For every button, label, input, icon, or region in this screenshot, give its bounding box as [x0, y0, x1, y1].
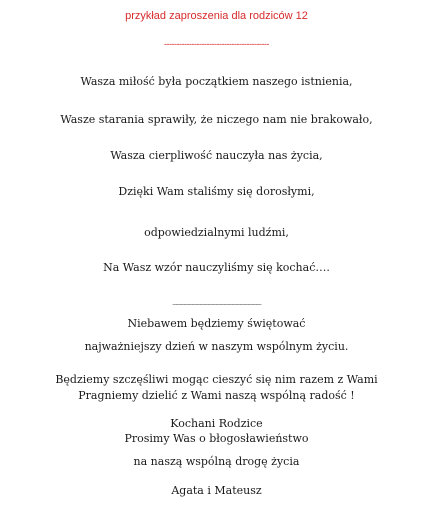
invitation-line: Pragniemy dzielić z Wami naszą wspólną radość ! — [78, 389, 355, 402]
separator-line: ______________________ — [172, 294, 261, 305]
invitation-line: Kochani Rodzice — [170, 417, 263, 430]
poem-line: Dzięki Wam staliśmy się dorosłymi, — [118, 185, 315, 198]
poem-line: Na Wasz wzór nauczyliśmy się kochać…. — [103, 261, 330, 274]
invitation-line: Prosimy Was o błogosławieństwo — [124, 432, 309, 445]
invitation-line: Niebawem będziemy świętować — [127, 317, 306, 330]
invitation-line: najważniejszy dzień w naszym wspólnym życiu. — [84, 340, 349, 353]
poem-line: Wasza cierpliwość nauczyła nas życia, — [110, 149, 323, 162]
poem-line: Wasza miłość była początkiem naszego istnienia, — [80, 75, 353, 88]
poem-line: Wasze starania sprawiły, że niczego nam nie brakowało, — [60, 113, 373, 126]
signature: Agata i Mateusz — [171, 484, 262, 497]
invitation-line: na naszą wspólną drogę życia — [133, 455, 300, 468]
invitation-line: Będziemy szczęśliwi mogąc cieszyć się nim razem z Wami — [55, 373, 378, 386]
poem-line: odpowiedzialnymi ludźmi, — [144, 226, 289, 239]
document-title: przykład zaproszenia dla rodziców 12 — [125, 10, 308, 22]
title-dashes: ------------------------------------------ — [164, 39, 269, 49]
